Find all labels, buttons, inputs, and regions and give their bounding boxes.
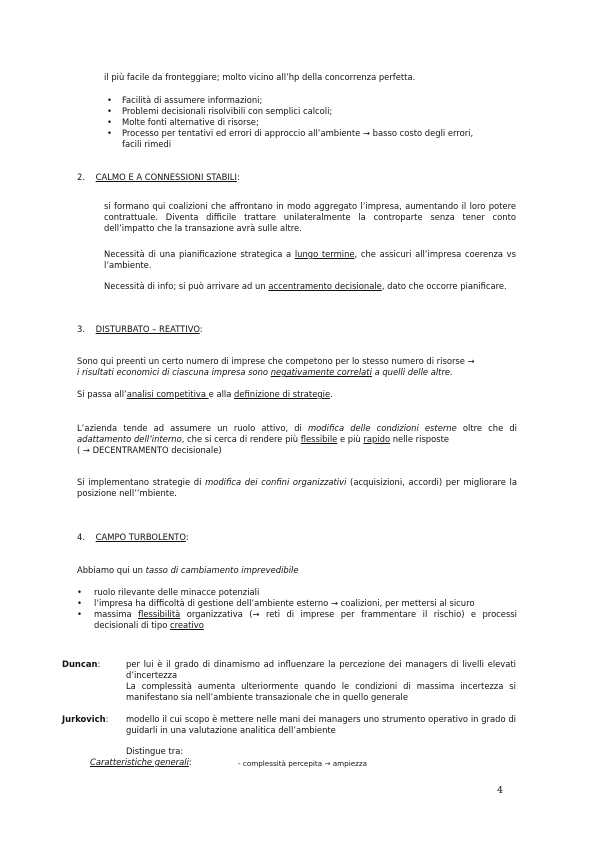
colon: : <box>185 532 189 542</box>
underlined-text: definizione di strategie <box>234 389 331 399</box>
section-2-paragraph-2 <box>104 249 516 271</box>
underlined-text: negativamente correlati <box>270 367 372 377</box>
list-item: • ruolo rilevante delle minacce potenziali <box>77 587 517 598</box>
section-4-bullet-list <box>77 587 517 631</box>
italic-text <box>77 367 517 378</box>
list-item <box>107 128 517 150</box>
underlined-text: accentramento decisionale <box>268 281 382 291</box>
text: oltre che di <box>456 423 517 433</box>
colon: : <box>199 324 203 334</box>
text: , che assicuri all’impresa coerenza vs l’ambiente. <box>104 249 516 270</box>
underlined-text: analisi competitiva <box>126 389 209 399</box>
jurkovich-definition <box>126 714 516 736</box>
underlined-text: flessibile <box>300 434 338 444</box>
text: , dato che occorre pianificare. <box>381 281 507 291</box>
section-3-paragraph-2 <box>77 389 333 400</box>
underlined-text: flessibilità <box>138 609 181 619</box>
italic-text: modifica delle condizioni esterne <box>308 423 457 433</box>
section-3-paragraph-4 <box>77 477 517 499</box>
section-title: CALMO E A CONNESSIONI STABILI <box>95 172 237 182</box>
colon: : <box>105 714 109 724</box>
text: organizzativa (→ reti di imprese per frammentare il rischio) e processi decisionali di tipo <box>94 609 517 630</box>
section-4-heading <box>77 532 189 543</box>
section-number: 4. <box>77 532 85 542</box>
text: a quelli delle altre. <box>371 367 453 377</box>
text: (acquisizioni, accordi) per migliorare la posizione nell’’mbiente. <box>77 477 518 498</box>
text <box>77 423 517 445</box>
list-item: • Molte fonti alternative di risorse; <box>107 117 517 128</box>
italic-text: modifica dei confini organizzativi <box>205 477 347 487</box>
text: ( → DECENTRAMENTO decisionale) <box>77 445 222 455</box>
list-item: • Problemi decisionali risolvibili con semplici calcoli; <box>107 106 517 117</box>
text: Abbiamo qui un <box>77 565 146 575</box>
section-number: 2. <box>77 172 85 182</box>
section-3-paragraph-1 <box>77 356 517 378</box>
label-text: Jurkovich <box>62 714 106 724</box>
section-title: DISTURBATO – REATTIVO <box>95 324 200 334</box>
text: Necessità di info; si può arrivare ad un <box>104 281 269 291</box>
text: nelle risposte <box>390 434 450 444</box>
text: Si passa all’ <box>77 389 127 399</box>
underlined-text: creativo <box>170 620 204 630</box>
intro-line: il più facile da fronteggiare; molto vicino all’hp della concorrenza perfetta. <box>104 72 416 82</box>
text: La complessità aumenta ulteriormente quando le condizioni di massima incertezza si manifestano sia nell’ambiente transazionale che in quello generale <box>126 681 516 702</box>
text: per lui è il grado di dinamismo ad influenzare la percezione dei managers di livelli elevati d’incertezza <box>126 659 516 680</box>
italic-text: adattamento dell’interno <box>77 434 182 444</box>
italic-underlined-text: Caratteristiche generali <box>90 757 189 767</box>
bullet-text: basso costo degli errori, <box>372 128 474 138</box>
text: . <box>330 389 333 399</box>
text: Si implementano strategie di <box>77 477 206 487</box>
arrow-icon: → <box>362 128 370 138</box>
characteristics-value: - complessità percepita → ampiezza <box>238 759 368 768</box>
list-item: • l’impresa ha difficoltà di gestione dell’ambiente esterno → coalizioni, per mettersi al sicuro <box>77 598 517 609</box>
text: , che si cerca di rendere più <box>181 434 301 444</box>
underlined-text: lungo termine <box>294 249 355 259</box>
colon: : <box>236 172 240 182</box>
list-item: • Facilità di assumere informazioni; <box>107 95 517 106</box>
text: e alla <box>208 389 235 399</box>
section-4-paragraph-1 <box>77 565 299 576</box>
duncan-label <box>62 659 100 670</box>
section-2-paragraph-3 <box>104 281 516 292</box>
text: Sono qui preenti un certo numero di imprese che competono per lo stesso numero di risorse → <box>77 356 475 366</box>
intro-bullet-list <box>107 95 517 150</box>
underlined-text: rapido <box>363 434 391 444</box>
text: i risultati economici di ciascuna impresa sono <box>77 367 271 377</box>
jurkovich-label <box>62 714 108 725</box>
text: massima <box>94 609 139 619</box>
jurkovich-distinguish: Distingue tra: <box>126 746 184 756</box>
colon: : <box>188 757 192 767</box>
page-number: 4 <box>497 785 504 796</box>
text: modello il cui scopo è mettere nelle mani dei managers uno strumento operativo in grado di guidarli in una valutazione analitica dell’ambiente <box>126 714 516 735</box>
italic-text: tasso di cambiamento imprevedibile <box>145 565 299 575</box>
colon: : <box>97 659 101 669</box>
duncan-definition <box>126 659 516 703</box>
section-2-heading <box>77 172 240 183</box>
text: e più <box>337 434 364 444</box>
bullet-text: Processo per tentativi ed errori di approccio all’ambiente <box>122 128 361 138</box>
label-text: Duncan <box>62 659 98 669</box>
text: Necessità di una pianificazione strategica a <box>104 249 295 259</box>
text: L’azienda tende ad assumere un ruolo attivo, di <box>77 423 309 433</box>
bullet-text: facili rimedi <box>122 139 172 149</box>
section-title: CAMPO TURBOLENTO <box>95 532 186 542</box>
section-2-paragraph-1: si formano qui coalizioni che affrontano in modo aggregato l’impresa, aumentando il loro potere contrattuale. Diventa difficile trattare unilateralmente la controparte senza tener conto dell’impatto che la transazione avrà sulle altre. <box>104 201 516 233</box>
section-number: 3. <box>77 324 85 334</box>
list-item <box>77 609 517 631</box>
characteristics-label <box>90 757 192 768</box>
section-3-heading <box>77 324 203 335</box>
section-3-paragraph-3 <box>77 423 517 456</box>
